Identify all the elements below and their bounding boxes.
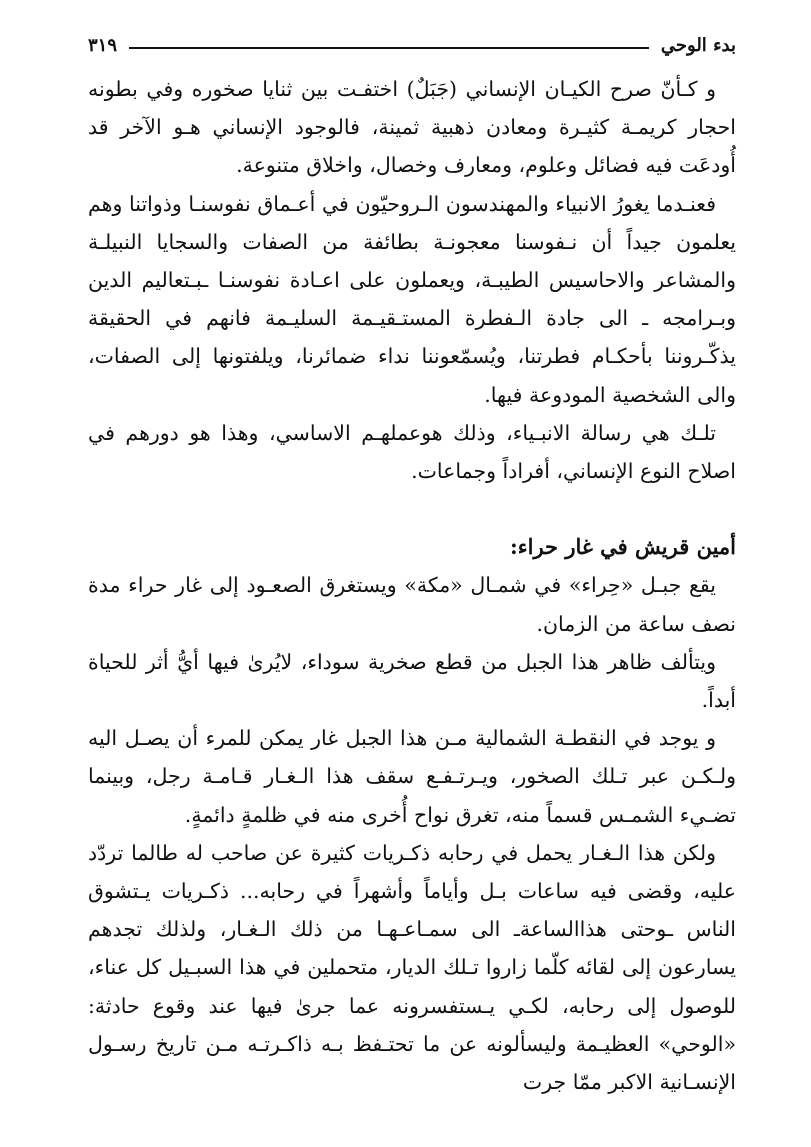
body-text <box>88 70 736 1101</box>
paragraph: تلـك هي رسالة الانبـياء، وذلك هوعملهـم الاساسي، وهذا هو دورهم في اصلاح النوع الإنساني، أفراداً وجماعات. <box>88 420 736 484</box>
paragraph: و يوجد في النقطـة الشمالية مـن هذا الجبل غار يمكن للمرء أن يصـل اليه ولـكـن عبر تـلك الصخور، ويـرتـفـع سقف هذا الـغـار قـامـة رجل، وبينما تضـيء الشمـس قسماً منه، تغرق نواح أُخرى منه في ظلمةٍ دائمةٍ. <box>88 726 736 827</box>
paragraph: و كـأنّ صرح الكيـان الإنساني (جَبَلٌ) اختفـت بين ثنايا صخوره وفي بطونه احجار كريمـة كثيـرة ومعادن ذهبية ثمينة، فالوجود الإنساني هـو الآخر قد أُودعَت فيه فضائل وعلوم، ومعارف وخصال، واخلاق متنوعة. <box>88 77 736 178</box>
running-header <box>88 30 736 60</box>
paragraph: يقع جبـل «حِراء» في شمـال «مكة» ويستغرق الصعـود إلى غار حراء مدة نصف ساعة من الزمان. <box>88 573 736 636</box>
paragraph: ويتألف ظاهر هذا الجبل من قطع صخرية سوداء، لايُرىٰ فيها أيُّ أثر للحياة أبداً. <box>88 649 736 713</box>
chapter-title: بدء الوحي <box>660 34 736 56</box>
header-rule <box>129 47 649 49</box>
paragraph: فعنـدما يغورُ الانبياء والمهندسون الـروحيّون في أعـماق نفوسنـا وذواتنا وهم يعلمون جيداً أن نـفوسنا معجونـة بطائفة من الصفات والسجايا النبيلـة والمشاعر والاحاسيس الطيبـة، ويعملون على اعـادة نفوسنـا ـبـتعاليم الدين وبـرامجه ـ الى جادة الـفطرة المستـقيـمة السليـمة فانهم في الحقيقة يذكّـروننا بأحكـام فطرتنا، ويُسمّعوننا نداء ضمائرنا، ويلفتونها إلى الصفات، والى الشخصية المودوعة فيها. <box>88 191 736 407</box>
section-heading: أمين قريش في غار حراء: <box>510 534 736 560</box>
paragraph: ولكن هذا الـغـار يحمل في رحابه ذكـريات كثيرة عن صاحب له طالما تردّد عليه، وقضى فيه ساعات بـل وأياماً وأشهراً في رحابه... ذكـريات يـتشوق الناس ـوحتى هذاالساعةـ الى سمـاعـهـا من ذلك الـغـار، ولذلك تجدهم يسارعون إلى لقائه كلّما زاروا تـلك الديار، متحملين في هذا السبـيل كل عناء، للوصول إلى رحابه، لكـي يـستفسرونه عما جرىٰ فيها عند وقوع حادثة: «الوحي» العظيـمة وليسألونه عن ما تحتـفظ بـه ذاكـرتـه مـن تاريخ رسـول الإنسـانية الاكبر ممّا جرت <box>88 840 736 1095</box>
page-number: ٣١٩ <box>88 34 118 56</box>
